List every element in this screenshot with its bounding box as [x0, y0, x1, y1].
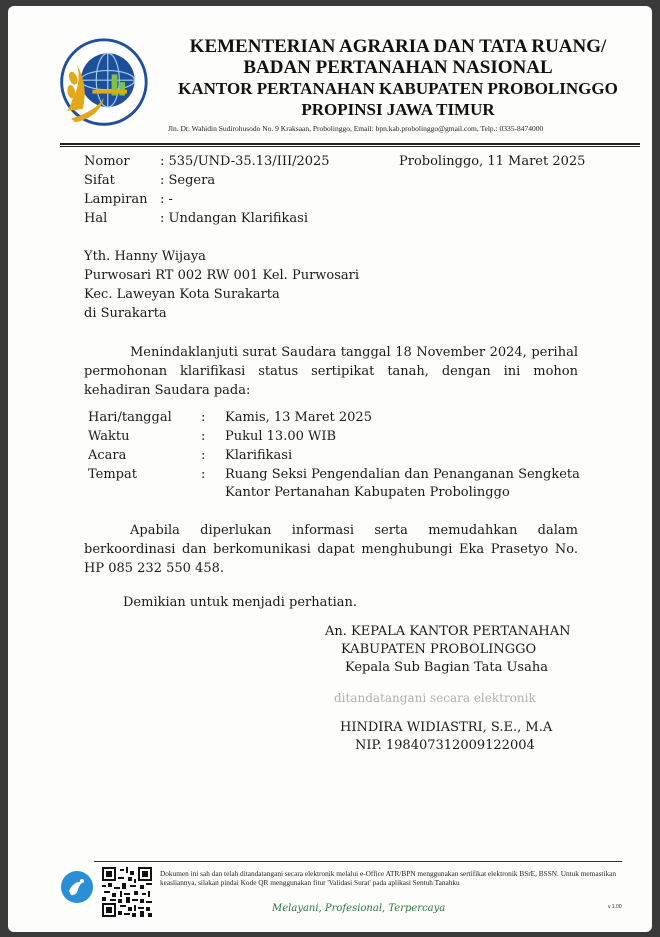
sentuh-tanahku-icon [60, 870, 94, 904]
lampiran-value: : - [160, 192, 173, 207]
nomor-label: Nomor [84, 154, 130, 169]
agency-name: BADAN PERTANAHAN NASIONAL [243, 57, 553, 78]
place-date: Probolinggo, 11 Maret 2025 [399, 154, 586, 169]
detail-value-place: Ruang Seksi Pengendalian dan Penanganan Sengketa [225, 467, 580, 482]
detail-value-place-2: Kantor Pertanahan Kabupaten Probolinggo [225, 485, 510, 500]
opening-paragraph: Menindaklanjuti surat Saudara tanggal 18 November 2024, perihal permohonan klarifikasi status sertipikat tanah, dengan ini mohon kehadiran Saudara pada: [84, 345, 578, 398]
hal-label: Hal [84, 211, 108, 226]
closing-paragraph: Demikian untuk menjadi perhatian. [123, 595, 358, 610]
nomor-value: : 535/UND-35.13/III/2025 [160, 154, 330, 169]
detail-label-date: Hari/tanggal [88, 410, 172, 425]
province-name: PROPINSI JAWA TIMUR [301, 100, 495, 119]
recipient-address-2: Kec. Laweyan Kota Surakarta [84, 287, 280, 302]
office-name: KANTOR PERTANAHAN KABUPATEN PROBOLINGGO [178, 79, 618, 98]
detail-value-date: Kamis, 13 Maret 2025 [225, 410, 372, 425]
footer-version: v 1.00 [608, 904, 622, 910]
footer-rule [94, 861, 622, 862]
sifat-label: Sifat [84, 173, 115, 188]
signatory-title-1: An. KEPALA KANTOR PERTANAHAN [325, 624, 571, 639]
contact-paragraph: Apabila diperlukan informasi serta memudahkan dalam berkoordinasi dan berkomunikasi dapat menghubungi Eka Prasetyo No. HP 085 232 550 458. [84, 523, 578, 576]
detail-colon: : [201, 410, 206, 425]
lampiran-label: Lampiran [84, 192, 148, 207]
detail-colon: : [201, 467, 206, 482]
header-rule-thin [60, 146, 640, 147]
hal-value: : Undangan Klarifikasi [160, 211, 308, 226]
detail-value-time: Pukul 13.00 WIB [225, 429, 337, 444]
detail-colon: : [201, 448, 206, 463]
detail-label-place: Tempat [88, 467, 137, 482]
esign-note: ditandatangani secara elektronik [334, 691, 536, 705]
header-rule [60, 143, 640, 145]
detail-label-time: Waktu [88, 429, 130, 444]
detail-label-event: Acara [88, 448, 127, 463]
detail-colon: : [201, 429, 206, 444]
office-address: Jln. Dr. Wahidin Sudirohusodo No. 9 Kraksaan, Probolinggo, Email: bpn.kab.probolinggo@gmail.com, Telp.: 0335-8474000 [168, 124, 544, 133]
signatory-nip: NIP. 198407312009122004 [355, 738, 535, 753]
detail-value-event: Klarifikasi [225, 448, 293, 463]
recipient-city: di Surakarta [84, 306, 167, 321]
signatory-name: HINDIRA WIDIASTRI, S.E., M.A [340, 720, 553, 735]
bpn-logo-icon [54, 36, 150, 132]
ministry-name: KEMENTERIAN AGRARIA DAN TATA RUANG/ [189, 36, 607, 57]
qr-code-icon[interactable] [102, 867, 152, 917]
letterhead [158, 36, 638, 120]
letter-page [8, 6, 652, 932]
sifat-value: : Segera [160, 173, 216, 188]
signatory-position: Kepala Sub Bagian Tata Usaha [345, 660, 548, 675]
footer-disclaimer: Dokumen ini sah dan telah ditandatangani secara elektronik melalui e-Office ATR/BPN menggunakan sertifikat elektronik BSrE, BSSN. Untuk memastikan keasliannya, silakan pindai Kode QR menggunakan fitur 'Validasi Surat' pada aplikasi Sentuh Tanahku [160, 869, 617, 887]
recipient-address-1: Purwosari RT 002 RW 001 Kel. Purwosari [84, 268, 360, 283]
signatory-title-2: KABUPATEN PROBOLINGGO [341, 642, 537, 657]
footer-motto: Melayani, Profesional, Terpercaya [272, 903, 446, 914]
recipient-name: Yth. Hanny Wijaya [84, 249, 206, 264]
